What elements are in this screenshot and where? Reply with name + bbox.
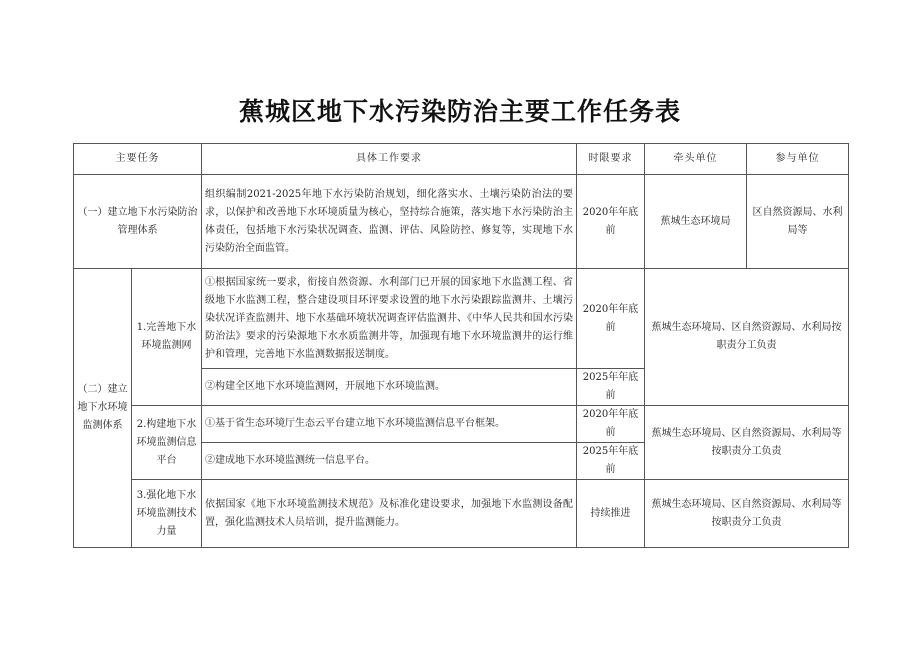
deadline-cell: 2020年年底前 bbox=[577, 406, 645, 443]
requirement-cell: 依据国家《地下水环境监测技术规范》及标准化建设要求，加强地下水监测设备配置，强化监测技术人员培训，提升监测能力。 bbox=[202, 480, 577, 548]
deadline-cell: 2025年年底前 bbox=[577, 369, 645, 406]
subtask-cell: 1.完善地下水环境监测网 bbox=[132, 269, 202, 406]
header-participant-unit: 参与单位 bbox=[747, 144, 849, 175]
task-table bbox=[73, 143, 849, 548]
table-row bbox=[74, 269, 849, 369]
requirement-cell: ②建成地下水环境监测统一信息平台。 bbox=[202, 443, 577, 480]
header-main-task: 主要任务 bbox=[74, 144, 202, 175]
deadline-cell: 2025年年底前 bbox=[577, 443, 645, 480]
header-requirement: 具体工作要求 bbox=[202, 144, 577, 175]
group-task-cell: （二）建立地下水环境监测体系 bbox=[74, 269, 132, 548]
table-row bbox=[74, 480, 849, 548]
subtask-cell: 2.构建地下水环境监测信息平台 bbox=[132, 406, 202, 480]
responsible-units-cell: 蕉城生态环境局、区自然资源局、水利局等按职责分工负责 bbox=[645, 480, 849, 548]
responsible-units-cell: 蕉城生态环境局、区自然资源局、水利局等按职责分工负责 bbox=[645, 406, 849, 480]
requirement-cell: 组织编制2021-2025年地下水污染防治规划，细化落实水、土壤污染防治法的要求，以保护和改善地下水环境质量为核心，坚持综合施策，落实地下水污染防治主体责任，包括地下水污染状况调查、监测、评估、风险防控、修复等，实现地下水污染防治全面监管。 bbox=[202, 175, 577, 269]
task-cell: （一）建立地下水污染防治管理体系 bbox=[74, 175, 202, 269]
header-deadline: 时限要求 bbox=[577, 144, 645, 175]
deadline-cell: 2020年年底前 bbox=[577, 175, 645, 269]
requirement-cell: ②构建全区地下水环境监测网，开展地下水环境监测。 bbox=[202, 369, 577, 406]
header-lead-unit: 牵头单位 bbox=[645, 144, 747, 175]
table-row bbox=[74, 175, 849, 269]
lead-unit-cell: 蕉城生态环境局 bbox=[645, 175, 747, 269]
deadline-cell: 2020年年底前 bbox=[577, 269, 645, 369]
subtask-cell: 3.强化地下水环境监测技术力量 bbox=[132, 480, 202, 548]
table-row bbox=[74, 406, 849, 443]
participant-unit-cell: 区自然资源局、水利局等 bbox=[747, 175, 849, 269]
requirement-cell: ①根据国家统一要求，衔接自然资源、水利部门已开展的国家地下水监测工程、省级地下水监测工程，整合建设项目环评要求设置的地下水污染跟踪监测井、土壤污染状况详查监测井、地下水基础环境状况调查评估监测井、《中华人民共和国水污染防治法》要求的污染源地下水水质监测井等，加强现有地下水环境监测井的运行维护和管理，完善地下水监测数据报送制度。 bbox=[202, 269, 577, 369]
header-row bbox=[74, 144, 849, 175]
requirement-cell: ①基于省生态环境厅生态云平台建立地下水环境监测信息平台框架。 bbox=[202, 406, 577, 443]
deadline-cell: 持续推进 bbox=[577, 480, 645, 548]
page-title: 蕉城区地下水污染防治主要工作任务表 bbox=[238, 97, 681, 126]
responsible-units-cell: 蕉城生态环境局、区自然资源局、水利局按职责分工负责 bbox=[645, 269, 849, 406]
